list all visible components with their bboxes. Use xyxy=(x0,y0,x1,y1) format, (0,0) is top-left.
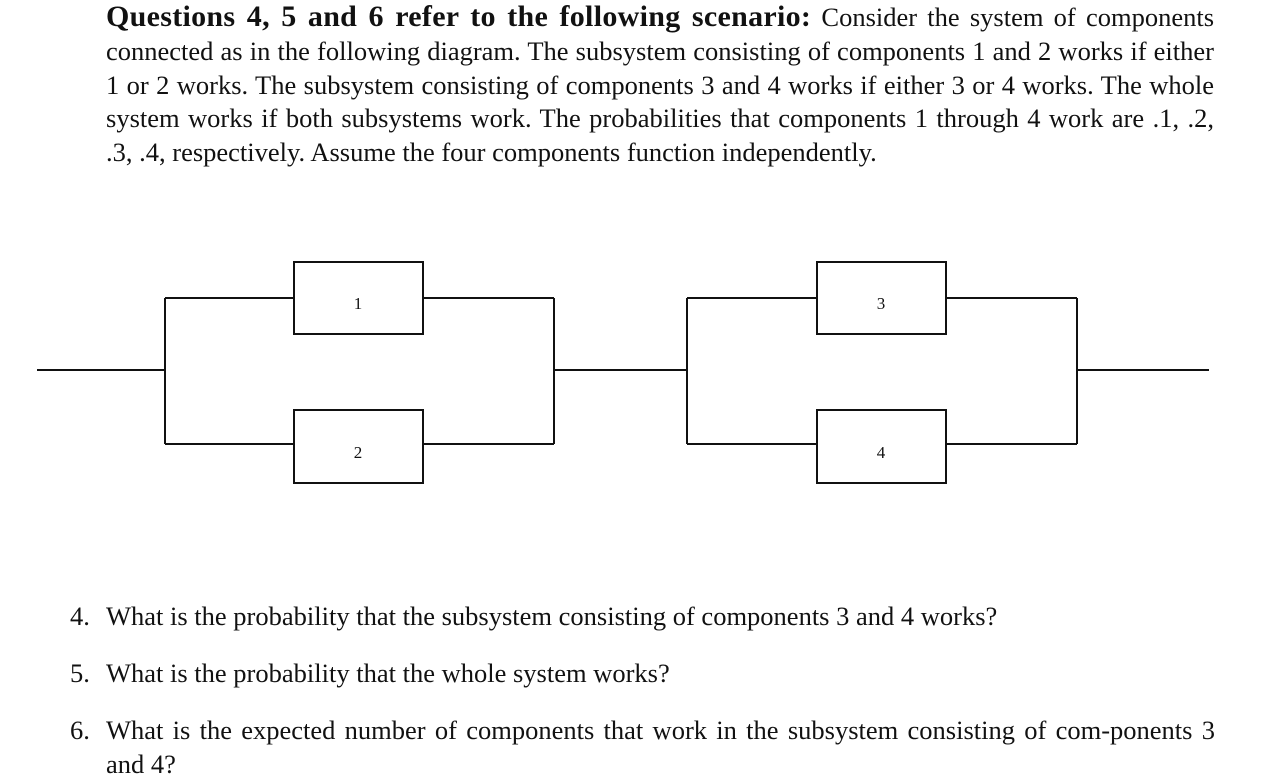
question-6 xyxy=(70,713,1215,781)
question-number: 5. xyxy=(70,658,90,688)
scenario-body: Consider the system of components connected as in the following diagram. The subsystem consisting of components 1 and 2 works if either 1 or 2 works. The subsystem consisting of components 3 and 4 works if either 3 or 4 works. The whole system works if both subsystems work. The probabilities that components 1 through 4 work are .1, .2, .3, .4, respectively. Assume the four components function independently. xyxy=(106,2,1215,168)
question-5 xyxy=(70,656,1215,690)
question-number: 6. xyxy=(70,715,90,745)
question-text: What is the expected number of components that work in the subsystem consisting of com-ponents 3 and 4? xyxy=(106,715,1215,779)
scenario-heading: Questions 4, 5 and 6 refer to the following scenario: xyxy=(106,0,812,33)
component-4-label: 4 xyxy=(876,443,886,462)
question-text: What is the probability that the subsystem consisting of components 3 and 4 works? xyxy=(106,601,998,631)
question-4 xyxy=(70,599,1215,633)
question-text: What is the probability that the whole system works? xyxy=(106,658,670,688)
component-2-label: 2 xyxy=(353,443,363,462)
component-3-label: 3 xyxy=(876,294,886,313)
component-1-label: 1 xyxy=(353,294,363,313)
question-number: 4. xyxy=(70,601,90,631)
